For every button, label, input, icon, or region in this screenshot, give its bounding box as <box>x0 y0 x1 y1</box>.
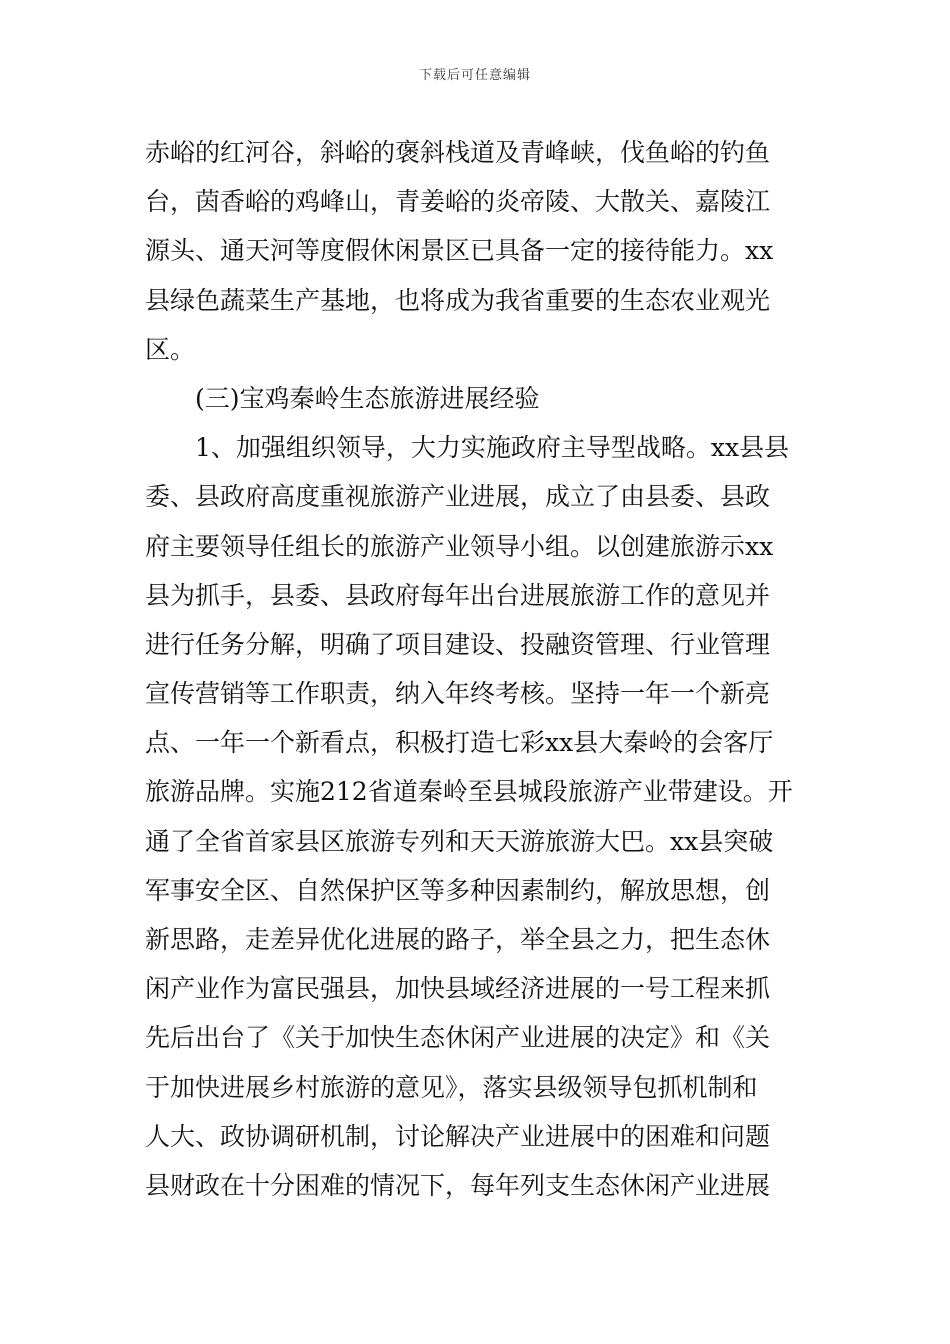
text-line: 人大、政协调研机制，讨论解决产业进展中的困难和问题 <box>145 1121 771 1151</box>
text-line: 先后出台了《关于加快生态休闲产业进展的决定》和《关 <box>145 1023 771 1053</box>
text-line: 点、一年一个新看点，积极打造七彩xx县大秦岭的会客厅 <box>145 728 774 758</box>
text-line: 新思路，走差异优化进展的路子，举全县之力，把生态休 <box>145 925 771 954</box>
text-line: 军事安全区、自然保护区等多种因素制约，解放思想，创 <box>145 875 771 905</box>
page-header-note: 下载后可任意编辑 <box>418 68 531 83</box>
body-text <box>145 128 817 1210</box>
text-line: 区。 <box>145 334 196 364</box>
text-line: 旅游品牌。实施212省道秦岭至县城段旅游产业带建设。开 <box>145 777 793 807</box>
text-line: 委、县政府高度重视旅游产业进展，成立了由县委、县政 <box>145 482 771 512</box>
text-line: 县为抓手，县委、县政府每年出台进展旅游工作的意见并 <box>145 580 771 610</box>
text-line: 于加快进展乡村旅游的意见》，落实县级领导包抓机制和 <box>145 1072 758 1102</box>
text-line: 闲产业作为富民强县，加快县域经济进展的一号工程来抓 <box>145 974 771 1004</box>
text-line: 府主要领导任组长的旅游产业领导小组。以创建旅游示xx <box>145 531 774 561</box>
text-line: 源头、通天河等度假休闲景区已具备一定的接待能力。xx <box>145 236 774 266</box>
text-line: 1、加强组织领导，大力实施政府主导型战略。xx县县 <box>195 433 790 463</box>
text-line: 县绿色蔬菜生产基地，也将成为我省重要的生态农业观光 <box>145 285 771 315</box>
text-line: 进行任务分解，明确了项目建设、投融资管理、行业管理 <box>145 629 771 659</box>
section-heading: (三)宝鸡秦岭生态旅游进展经验 <box>195 383 540 413</box>
text-line: 台，茵香峪的鸡峰山，青姜峪的炎帝陵、大散关、嘉陵江 <box>145 187 771 217</box>
text-line: 赤峪的红河谷，斜峪的褒斜栈道及青峰峡，伐鱼峪的钓鱼 <box>145 138 771 167</box>
text-line: 通了全省首家县区旅游专列和天天游旅游大巴。xx县突破 <box>145 826 774 856</box>
text-line: 县财政在十分困难的情况下，每年列支生态休闲产业进展 <box>145 1170 771 1200</box>
text-line: 宣传营销等工作职责，纳入年终考核。坚持一年一个新亮 <box>145 679 771 709</box>
